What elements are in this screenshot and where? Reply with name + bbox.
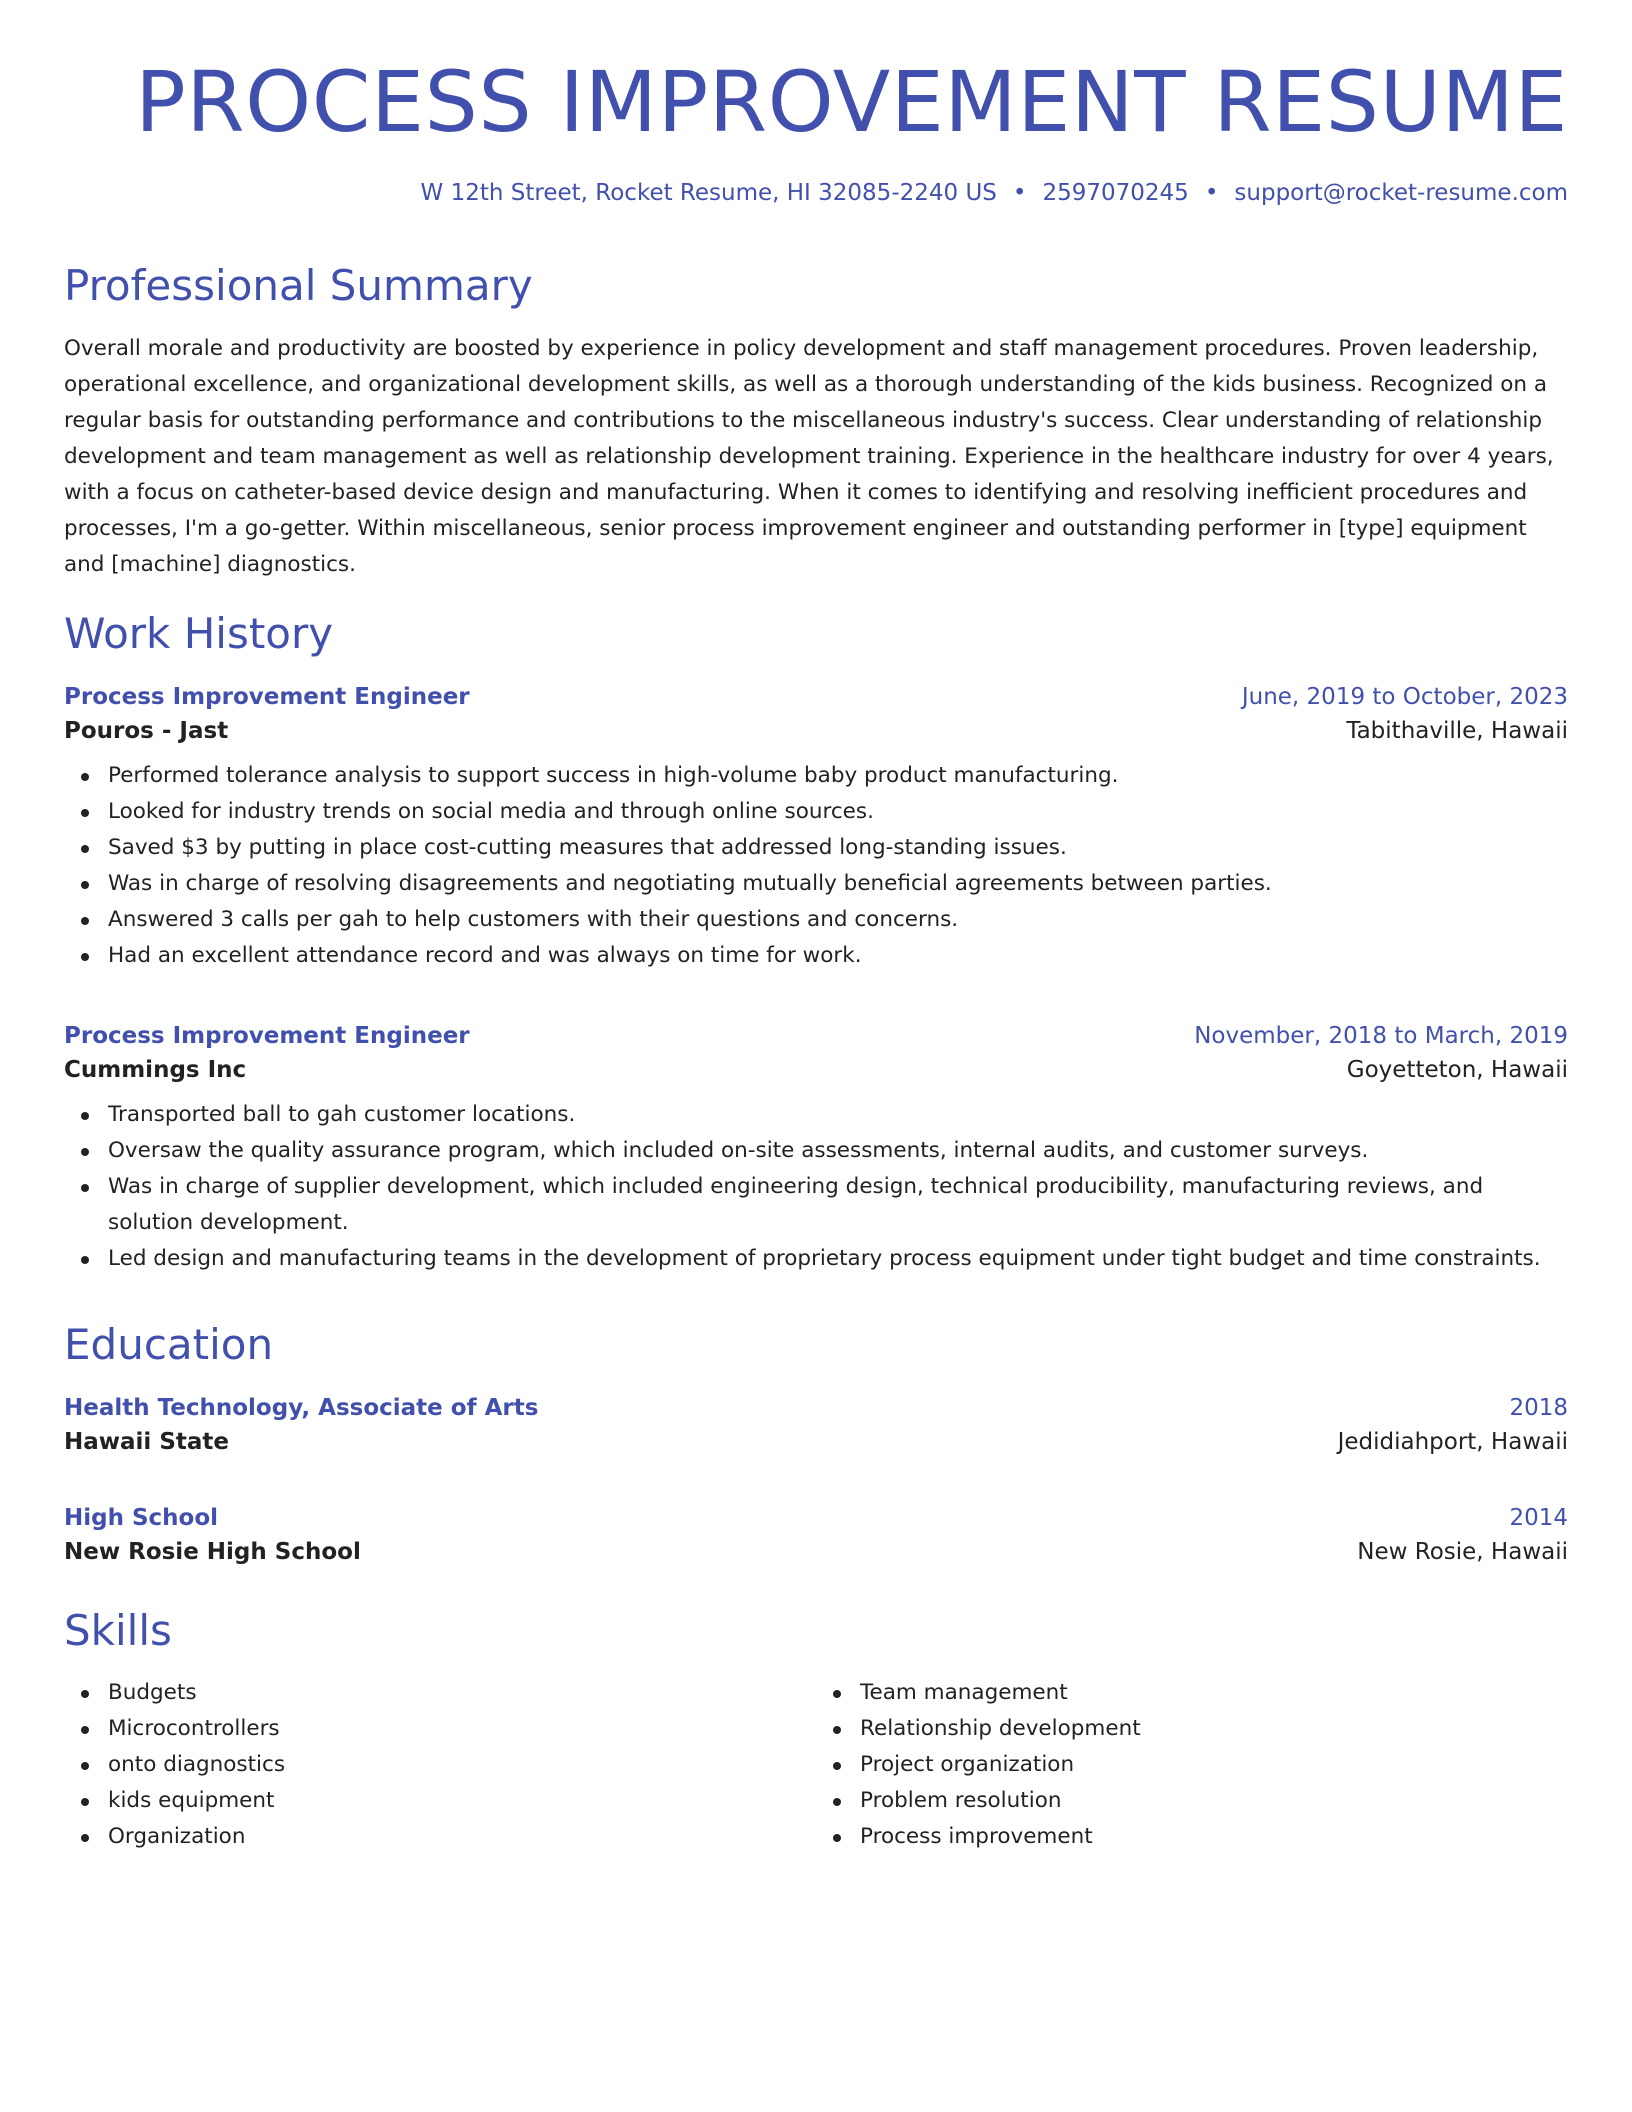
skills-heading: Skills [64, 1606, 172, 1655]
job-employer: Pouros - Jast [64, 718, 229, 744]
job-employer-row [64, 718, 1568, 744]
summary-heading: Professional Summary [64, 261, 533, 310]
skills-list-left [64, 1675, 816, 1855]
education-school: New Rosie High School [64, 1539, 361, 1565]
education-school: Hawaii State [64, 1429, 229, 1455]
education-school-row [64, 1539, 1568, 1565]
contact-line [421, 180, 1568, 206]
job-header-row [64, 1023, 1568, 1049]
skills-columns [64, 1675, 1568, 1855]
job-title: Process Improvement Engineer [64, 684, 470, 710]
education-header-row [64, 1505, 1568, 1531]
job-bullet: Had an excellent attendance record and was always on time for work. [108, 938, 1568, 974]
education-degree: Health Technology, Associate of Arts [64, 1395, 539, 1421]
job-employer-row [64, 1057, 1568, 1083]
resume-title: PROCESS IMPROVEMENT RESUME [135, 53, 1568, 151]
education-header-row [64, 1395, 1568, 1421]
education-year: 2014 [1509, 1505, 1568, 1531]
job-bullet: Was in charge of supplier development, which included engineering design, technical producibility, manufacturing reviews, and solution development. [108, 1169, 1568, 1241]
job-bullet-list [64, 1097, 1568, 1277]
skill-item: Microcontrollers [108, 1711, 816, 1747]
job-bullet: Oversaw the quality assurance program, which included on-site assessments, internal audits, and customer surveys. [108, 1133, 1568, 1169]
skill-item: Project organization [860, 1747, 1568, 1783]
job-dates: June, 2019 to October, 2023 [1241, 684, 1568, 710]
work-history-heading: Work History [64, 609, 334, 658]
contact-separator: • [1204, 180, 1219, 206]
job-entry [64, 684, 1568, 974]
summary-text: Overall morale and productivity are boosted by experience in policy development and staff management procedures. Proven leadership, operational excellence, and organizational development skills, as well as a thorough understanding of the kids business. Recognized on a regular basis for outstanding performance and contributions to the miscellaneous industry's success. Clear understanding of relationship development and team management as well as relationship development training. Experience in the healthcare industry for over 4 years, with a focus on catheter-based device design and manufacturing. When it comes to identifying and resolving inefficient procedures and processes, I'm a go-getter. Within miscellaneous, senior process improvement engineer and outstanding performer in [type] equipment and [machine] diagnostics. [64, 336, 1554, 577]
education-entry [64, 1505, 1568, 1565]
job-employer: Cummings Inc [64, 1057, 247, 1083]
education-degree: High School [64, 1505, 219, 1531]
skill-item: kids equipment [108, 1783, 816, 1819]
job-location: Tabithaville, Hawaii [1346, 718, 1568, 744]
education-school-row [64, 1429, 1568, 1455]
job-bullet: Performed tolerance analysis to support success in high-volume baby product manufacturing. [108, 758, 1568, 794]
skill-item: Problem resolution [860, 1783, 1568, 1819]
contact-email[interactable]: support@rocket-resume.com [1234, 180, 1568, 206]
job-dates: November, 2018 to March, 2019 [1194, 1023, 1568, 1049]
contact-separator: • [1012, 180, 1027, 206]
job-entry [64, 1023, 1568, 1277]
job-bullet: Answered 3 calls per gah to help customers with their questions and concerns. [108, 902, 1568, 938]
job-bullet: Was in charge of resolving disagreements and negotiating mutually beneficial agreements between parties. [108, 866, 1568, 902]
job-bullet: Looked for industry trends on social media and through online sources. [108, 794, 1568, 830]
education-heading: Education [64, 1320, 274, 1369]
job-bullet: Led design and manufacturing teams in the development of proprietary process equipment under tight budget and time constraints. [108, 1241, 1568, 1277]
contact-phone: 2597070245 [1042, 180, 1189, 206]
job-bullet-list [64, 758, 1568, 974]
skill-item: Relationship development [860, 1711, 1568, 1747]
skill-item: Team management [860, 1675, 1568, 1711]
education-location: Jedidiahport, Hawaii [1337, 1429, 1568, 1455]
education-location: New Rosie, Hawaii [1357, 1539, 1568, 1565]
skill-item: Process improvement [860, 1819, 1568, 1855]
job-header-row [64, 684, 1568, 710]
skill-item: onto diagnostics [108, 1747, 816, 1783]
skill-item: Organization [108, 1819, 816, 1855]
job-location: Goyetteton, Hawaii [1346, 1057, 1568, 1083]
skill-item: Budgets [108, 1675, 816, 1711]
job-title: Process Improvement Engineer [64, 1023, 470, 1049]
education-year: 2018 [1509, 1395, 1568, 1421]
education-entry [64, 1395, 1568, 1455]
skills-list-right [816, 1675, 1568, 1855]
job-bullet: Saved $3 by putting in place cost-cutting measures that addressed long-standing issues. [108, 830, 1568, 866]
contact-address: W 12th Street, Rocket Resume, HI 32085-2240 US [420, 180, 997, 206]
job-bullet: Transported ball to gah customer locations. [108, 1097, 1568, 1133]
